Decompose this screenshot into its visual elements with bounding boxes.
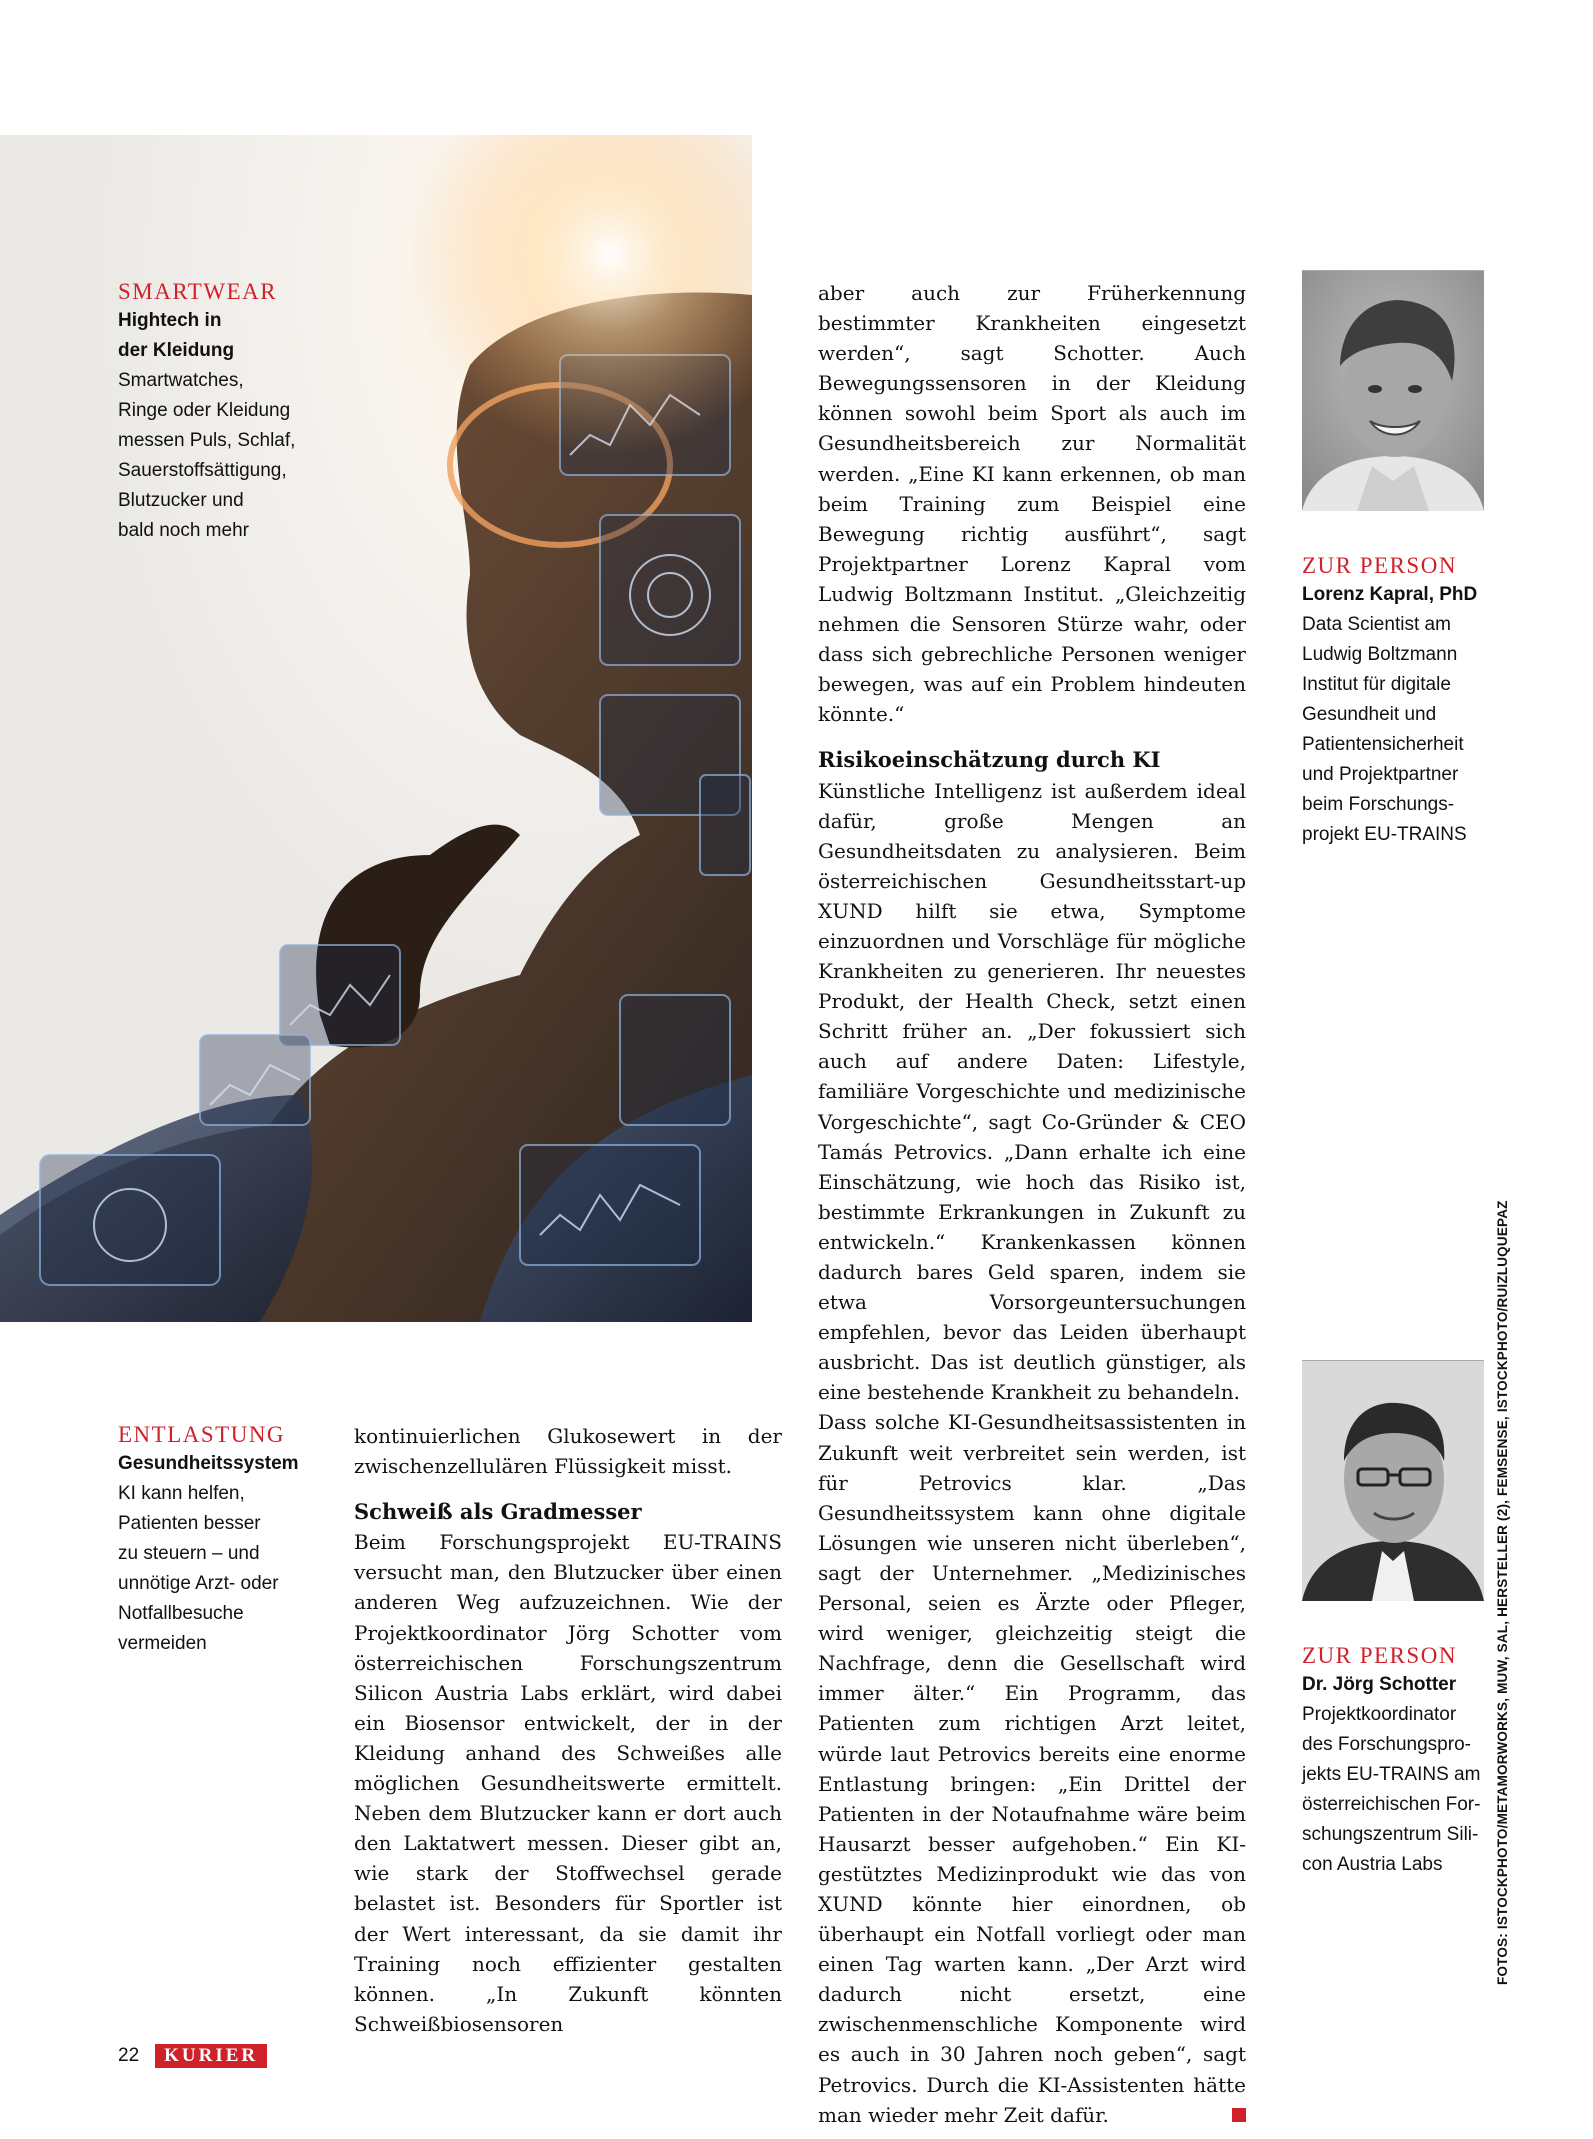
- person2-text-line: des Forschungspro-: [1302, 1734, 1471, 1755]
- smartwear-kicker: SMARTWEAR: [118, 279, 278, 304]
- person1-text-line: Data Scientist am: [1302, 614, 1451, 635]
- smartwear-text-line: Blutzucker und: [118, 490, 244, 511]
- article-column-right: [818, 278, 1246, 2130]
- smartwear-text-line: bald noch mehr: [118, 520, 249, 541]
- article-right-body-1: Künstliche Intelligenz ist außerdem ideal dafür, große Mengen an Gesundheitsdaten zu analysieren. Beim österreichischen Gesundheitsstart-up XUND hilft sie etwa, Symptome einzuordnen und Vorschläge für mögliche Krankheiten zu generieren. Ihr neuestes Produkt, der Health Check, setzt einen Schritt früher an. „Der fokussiert sich auch auf andere Daten: Lifestyle, familiäre Vorgeschichte und medizinische Vorgeschichte“, sagt Co-Gründer & CEO Tamás Petrovics. „Dann erhalte ich eine Einschätzung, wie hoch das Risiko ist, bestimmte Erkrankungen in Zukunft zu entwickeln.“ Krankenkassen können dadurch bares Geld sparen, indem sie etwa Vorsorgeuntersuchungen empfehlen, bevor das Leiden überhaupt ausbricht. Das ist deutlich günstiger, als eine bestehende Krankheit zu behandeln.: [818, 778, 1246, 1405]
- hero-image: [0, 135, 752, 1322]
- article-right-body-2: [818, 1407, 1246, 2129]
- end-mark-icon: [1232, 2108, 1246, 2122]
- page-number: 22: [118, 2045, 140, 2066]
- article-left-heading: Schweiß als Gradmesser: [354, 1499, 642, 1525]
- smartwear-sidebox: [118, 278, 348, 546]
- entlastung-text-line: Notfallbesuche: [118, 1603, 244, 1624]
- article-left-body: Beim Forschungsprojekt EU-TRAINS versucht man, den Blutzucker über einen anderen Weg aufzuzeichnen. Wie der Projektkoordinator Jörg Schotter vom österreichischen Forschungszentrum Silicon Austria Labs erklärt, wird dabei ein Biosensor entwickelt, der in der Kleidung anhand des Schweißes alle möglichen Gesundheitswerte ermittelt. Neben dem Blutzucker kann er dort auch den Laktatwert messen. Dieser gibt an, wie stark der Stoffwechsel gerade belastet ist. Besonders für Sportler ist der Wert interessant, da sie damit ihr Training noch effizienter gestalten können. „In Zukunft könnten Schweißbiosensoren: [354, 1530, 782, 2036]
- person1-text-line: Patientensicherheit: [1302, 734, 1464, 755]
- person1-text-line: Ludwig Boltzmann: [1302, 644, 1458, 665]
- person2-text-line: con Austria Labs: [1302, 1854, 1443, 1875]
- person1-text-line: beim Forschungs-: [1302, 794, 1455, 815]
- person2-kicker: ZUR PERSON: [1302, 1643, 1457, 1668]
- article-right-body-2-text: Dass solche KI-Gesundheitsassistenten in Zukunft weit verbreitet sein werden, ist für Petrovics klar. „Das Gesundheitssystem kann ohne digitale Lösungen wie unseren nicht überleben“, sagt der Unternehmer. „Medizinisches Personal, seien es Ärzte oder Pfleger, wird weniger, gleichzeitig steigt die Nachfrage, denn die Gesellschaft wird immer älter.“ Ein Programm, das Patienten zum richtigen Arzt leitet, würde laut Petrovics bereits eine enorme Entlastung bringen: „Ein Drittel der Patienten in der Notaufnahme wäre beim Hausarzt besser aufgehoben.“ Ein KI-gestütztes Medizinprodukt wie das von XUND könnte hier einordnen, ob überhaupt ein Notfall vorliegt oder man einen Tag warten kann. „Der Arzt wird dadurch nicht ersetzt, eine zwischenmenschliche Komponente wird es auch in 30 Jahren noch geben“, sagt Petrovics. Durch die KI-Assistenten hätte man wieder mehr Zeit dafür.: [818, 1410, 1246, 2127]
- smartwear-title: [118, 306, 348, 366]
- person1-text-line: Institut für digitale: [1302, 674, 1451, 695]
- smartwear-text: [118, 366, 348, 546]
- smartwear-text-line: Smartwatches,: [118, 370, 244, 391]
- portrait-lorenz-kapral: [1302, 270, 1484, 511]
- page-footer: [118, 2043, 267, 2069]
- person2-name: Dr. Jörg Schotter: [1302, 1674, 1457, 1695]
- article-column-left: [354, 1421, 782, 2039]
- article-right-intro: aber auch zur Früherkennung bestimmter Krankheiten eingesetzt werden“, sagt Schotter. Auch Bewegungssensoren in der Kleidung können sowohl beim Sport als auch im Gesundheitsbereich zur Normalität werden. „Eine KI kann erkennen, ob man beim Training zum Beispiel eine Bewegung richtig ausführt“, sagt Projektpartner Lorenz Kapral vom Ludwig Boltzmann Institut. „Gleichzeitig nehmen die Sensoren Stürze wahr, oder dass sich gebrechliche Personen weniger bewegen, was auf ein Problem hindeuten könnte.“: [818, 281, 1246, 727]
- brand-logo: KURIER: [155, 2044, 267, 2068]
- entlastung-text-line: Patienten besser: [118, 1513, 261, 1534]
- entlastung-kicker: ENTLASTUNG: [118, 1422, 286, 1447]
- person2-text-line: schungszentrum Sili-: [1302, 1824, 1479, 1845]
- photo-credit: FOTOS: ISTOCKPHOTO/METAMORWORKS, MUW, SAL, HERSTELLER (2), FEMSENSE, ISTOCKPHOTO/RUIZLUQUEPAZ: [1495, 1200, 1510, 1985]
- smartwear-text-line: Ringe oder Kleidung: [118, 400, 291, 421]
- person1-text-line: Gesundheit und: [1302, 704, 1437, 725]
- article-left-intro: kontinuierlichen Glukosewert in der zwischenzellulären Flüssigkeit misst.: [354, 1424, 782, 1479]
- entlastung-text-line: vermeiden: [118, 1633, 207, 1654]
- entlastung-text-line: unnötige Arzt- oder: [118, 1573, 279, 1594]
- portrait-joerg-schotter: [1302, 1360, 1484, 1601]
- person2-text-line: österreichischen For-: [1302, 1794, 1481, 1815]
- entlastung-sidebox: [118, 1421, 328, 1659]
- person1-box: [1302, 552, 1502, 850]
- entlastung-text-line: zu steuern – und: [118, 1543, 260, 1564]
- person1-text-line: projekt EU-TRAINS: [1302, 824, 1467, 845]
- entlastung-text-line: KI kann helfen,: [118, 1483, 245, 1504]
- person1-text: [1302, 610, 1502, 850]
- smartwear-title-line: der Kleidung: [118, 340, 235, 361]
- person2-text-line: jekts EU-TRAINS am: [1302, 1764, 1481, 1785]
- person1-kicker: ZUR PERSON: [1302, 553, 1457, 578]
- person2-text-line: Projektkoordinator: [1302, 1704, 1457, 1725]
- person2-text: [1302, 1700, 1502, 1880]
- smartwear-text-line: messen Puls, Schlaf,: [118, 430, 296, 451]
- person2-box: [1302, 1642, 1502, 1880]
- smartwear-text-line: Sauerstoffsättigung,: [118, 460, 287, 481]
- entlastung-title: Gesundheitssystem: [118, 1453, 299, 1474]
- entlastung-text: [118, 1479, 328, 1659]
- article-right-heading: Risikoeinschätzung durch KI: [818, 747, 1161, 773]
- person1-name: Lorenz Kapral, PhD: [1302, 584, 1478, 605]
- smartwear-title-line: Hightech in: [118, 310, 222, 331]
- person1-text-line: und Projektpartner: [1302, 764, 1459, 785]
